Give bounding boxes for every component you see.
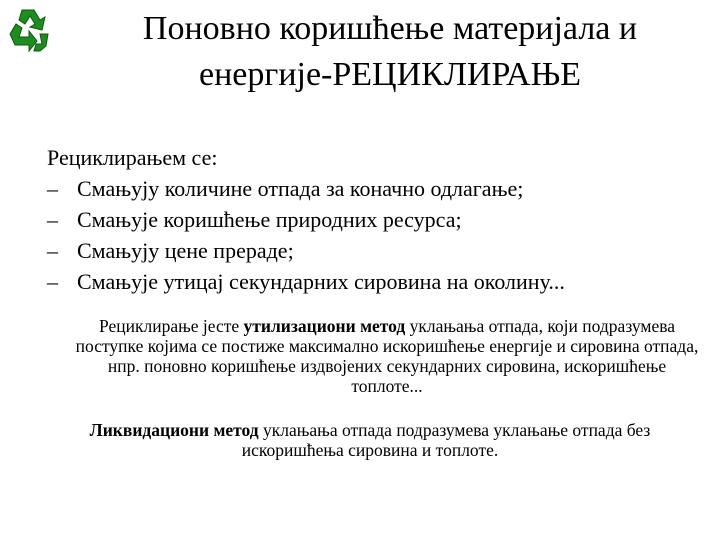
list-item	[47, 204, 707, 235]
list-item	[47, 266, 707, 297]
recycle-icon	[2, 4, 54, 56]
para1-text-before: Рециклирање јесте	[98, 316, 244, 336]
para2-bold-term: Ликвидациони метод	[89, 420, 259, 440]
page-title	[60, 6, 720, 98]
title-line-2: енергије-РЕЦИКЛИРАЊЕ	[199, 56, 581, 93]
liquidation-method-paragraph	[40, 420, 700, 460]
title-line-1: Поновно коришћење материјала и	[142, 10, 638, 47]
para1-bold-term: утилизациони метод	[243, 316, 406, 336]
list-item-text: Смањују цене прераде;	[77, 238, 294, 263]
list-item-text: Смањују количине отпада за коначно одлагање;	[77, 176, 524, 201]
list-item-text: Смањује коришћење природних ресурса;	[77, 207, 462, 232]
list-intro: Рециклирањем се:	[47, 145, 218, 170]
para2-text-after: уклањања отпада подразумева уклањање отпада без искоришћења сировина и топлоте.	[241, 420, 651, 460]
list-dash: –	[47, 207, 58, 232]
list-dash: –	[47, 238, 58, 263]
list-dash: –	[47, 176, 58, 201]
list-dash: –	[47, 269, 58, 294]
benefits-list	[47, 142, 707, 297]
list-item	[47, 173, 707, 204]
list-item-text: Смањује утицај секундарних сировина на околину...	[77, 269, 565, 294]
recycling-definition-paragraph	[72, 316, 702, 396]
list-item	[47, 235, 707, 266]
para1-text-after: уклањања отпада, који подразумева поступке којима се постиже максимално искоришћење енергије и сировина отпада, нпр. поновно коришћење издвојених секундарних сировина, искоришћење топлоте...	[75, 316, 699, 396]
